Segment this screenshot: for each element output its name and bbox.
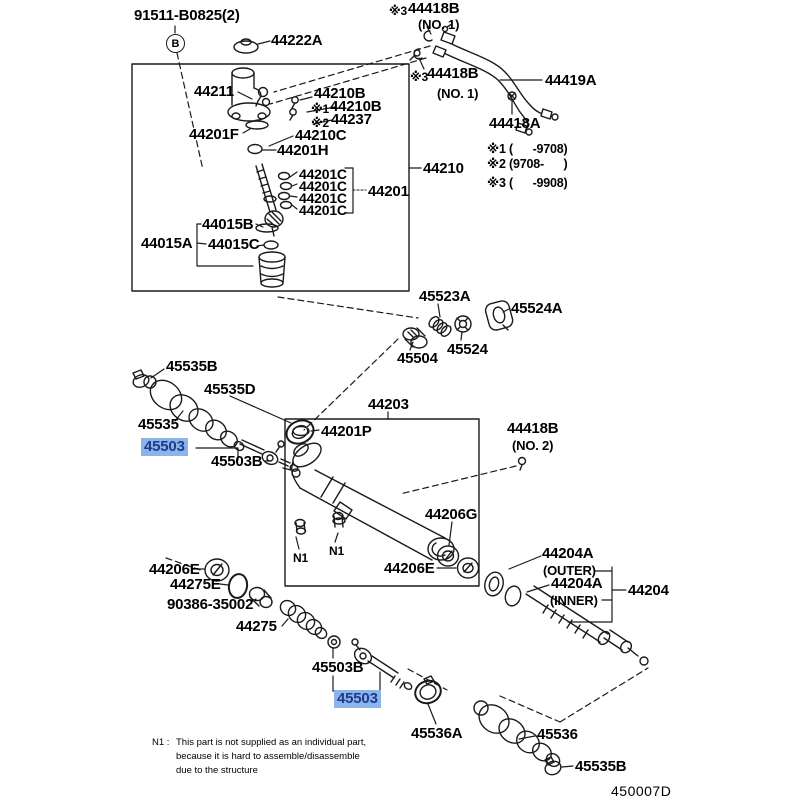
bushing-44015-drawing <box>256 224 285 287</box>
part-label-45504: 45504 <box>397 350 438 367</box>
ref-mark-1: ※1 <box>311 102 329 116</box>
part-label-44201c-3: 44201C <box>299 190 347 206</box>
spool-44275-drawing <box>277 597 328 640</box>
part-label-44015c: 44015C <box>208 236 260 253</box>
part-label-inner: (INNER) <box>550 593 598 608</box>
part-label-44418a: 44418A <box>489 115 541 132</box>
highlighted-part-45503-upper[interactable]: 45503 <box>141 438 188 456</box>
part-label-44418b-2: 44418B <box>427 65 479 82</box>
part-label-45536a: 45536A <box>411 725 463 742</box>
callout-b <box>166 34 185 53</box>
highlighted-part-45503-lower[interactable]: 45503 <box>334 690 381 708</box>
part-label-44201h: 44201H <box>277 142 329 159</box>
part-label-no2: (NO. 2) <box>512 438 554 453</box>
part-label-44201p: 44201P <box>321 423 372 440</box>
diagram-code: 450007D <box>611 783 672 799</box>
part-label-44222a: 44222A <box>271 32 323 49</box>
part-label-45536: 45536 <box>537 726 578 743</box>
part-label-44210b-1: 44210B <box>314 85 366 102</box>
spring-45523a-drawing <box>427 315 453 338</box>
part-label-91511: 91511-B0825(2) <box>134 7 240 24</box>
grommet-45524a-drawing <box>484 299 514 331</box>
part-label-44201: 44201 <box>368 183 409 200</box>
callout-b-letter: B <box>171 37 180 50</box>
part-label-outer: (OUTER) <box>543 563 596 578</box>
part-label-44210c: 44210C <box>295 127 347 144</box>
ref-mark-2: ※2 <box>311 116 329 130</box>
part-label-44419a: 44419A <box>545 72 597 89</box>
part-label-44204a-outer: 44204A <box>542 545 594 562</box>
ref-mark-3a: ※3 <box>389 4 407 18</box>
note-line-3: due to the structure <box>176 765 258 776</box>
note-line-1: This part is not supplied as an individual part, <box>176 737 367 748</box>
part-label-44201c-2: 44201C <box>299 178 347 194</box>
part-label-44203: 44203 <box>368 396 409 413</box>
rack-housing-drawing <box>289 427 454 561</box>
part-label-45535: 45535 <box>138 416 179 433</box>
part-label-45524: 45524 <box>447 341 488 358</box>
part-label-44418b-1: 44418B <box>408 0 460 17</box>
part-label-44201c-1: 44201C <box>299 166 347 182</box>
part-label-44206e-left: 44206E <box>149 561 200 578</box>
part-label-no1-a: (NO. 1) <box>418 17 460 32</box>
note-line-2: because it is hard to assemble/disassemble <box>176 751 360 762</box>
note-ref: N1 : <box>152 737 170 748</box>
grommet-44222a-drawing <box>234 39 258 53</box>
legend-line-3: ※3 ( -9908) <box>487 176 568 190</box>
bolt-44418b-no2-drawing <box>519 458 526 471</box>
part-label-44275e: 44275E <box>170 576 221 593</box>
nut-45524-drawing <box>455 316 471 332</box>
bushing-45504-drawing <box>403 328 427 348</box>
part-label-44275: 44275 <box>236 618 277 635</box>
part-label-90386: 90386-35002 <box>167 596 254 613</box>
clamp-45536a-drawing <box>412 676 444 707</box>
part-label-44210: 44210 <box>423 160 464 177</box>
part-label-45524a: 45524A <box>511 300 563 317</box>
n1-mark-b: N1 <box>329 544 344 558</box>
part-label-45503b-lower: 45503B <box>312 659 364 676</box>
part-label-44211: 44211 <box>194 83 234 100</box>
part-label-44015a: 44015A <box>141 235 193 252</box>
part-label-44204a-inner: 44204A <box>551 575 603 592</box>
part-label-44201f: 44201F <box>189 126 239 143</box>
part-label-44201c-4: 44201C <box>299 202 347 218</box>
part-label-45535b-top: 45535B <box>166 358 218 375</box>
ref-mark-3b: ※3 <box>410 70 428 84</box>
part-label-44418b-3: 44418B <box>507 420 559 437</box>
legend-line-1: ※1 ( -9708) <box>487 142 568 156</box>
part-label-no1-b: (NO. 1) <box>437 86 479 101</box>
part-label-45535b-bottom: 45535B <box>575 758 627 775</box>
part-label-44210b-2: 44210B <box>330 98 382 115</box>
part-label-45503b-upper: 45503B <box>211 453 263 470</box>
legend-line-2: ※2 (9708- ) <box>487 157 568 171</box>
part-label-44206g: 44206G <box>425 506 478 523</box>
part-label-44237: 44237 <box>331 111 372 128</box>
n1-mark-a: N1 <box>293 551 308 565</box>
part-label-45523a: 45523A <box>419 288 471 305</box>
part-label-44206e-right: 44206E <box>384 560 435 577</box>
part-label-44015b: 44015B <box>202 216 254 233</box>
part-label-45535d: 45535D <box>204 381 256 398</box>
ring-44206e-right-drawing <box>458 558 479 578</box>
part-label-44204: 44204 <box>628 582 669 599</box>
